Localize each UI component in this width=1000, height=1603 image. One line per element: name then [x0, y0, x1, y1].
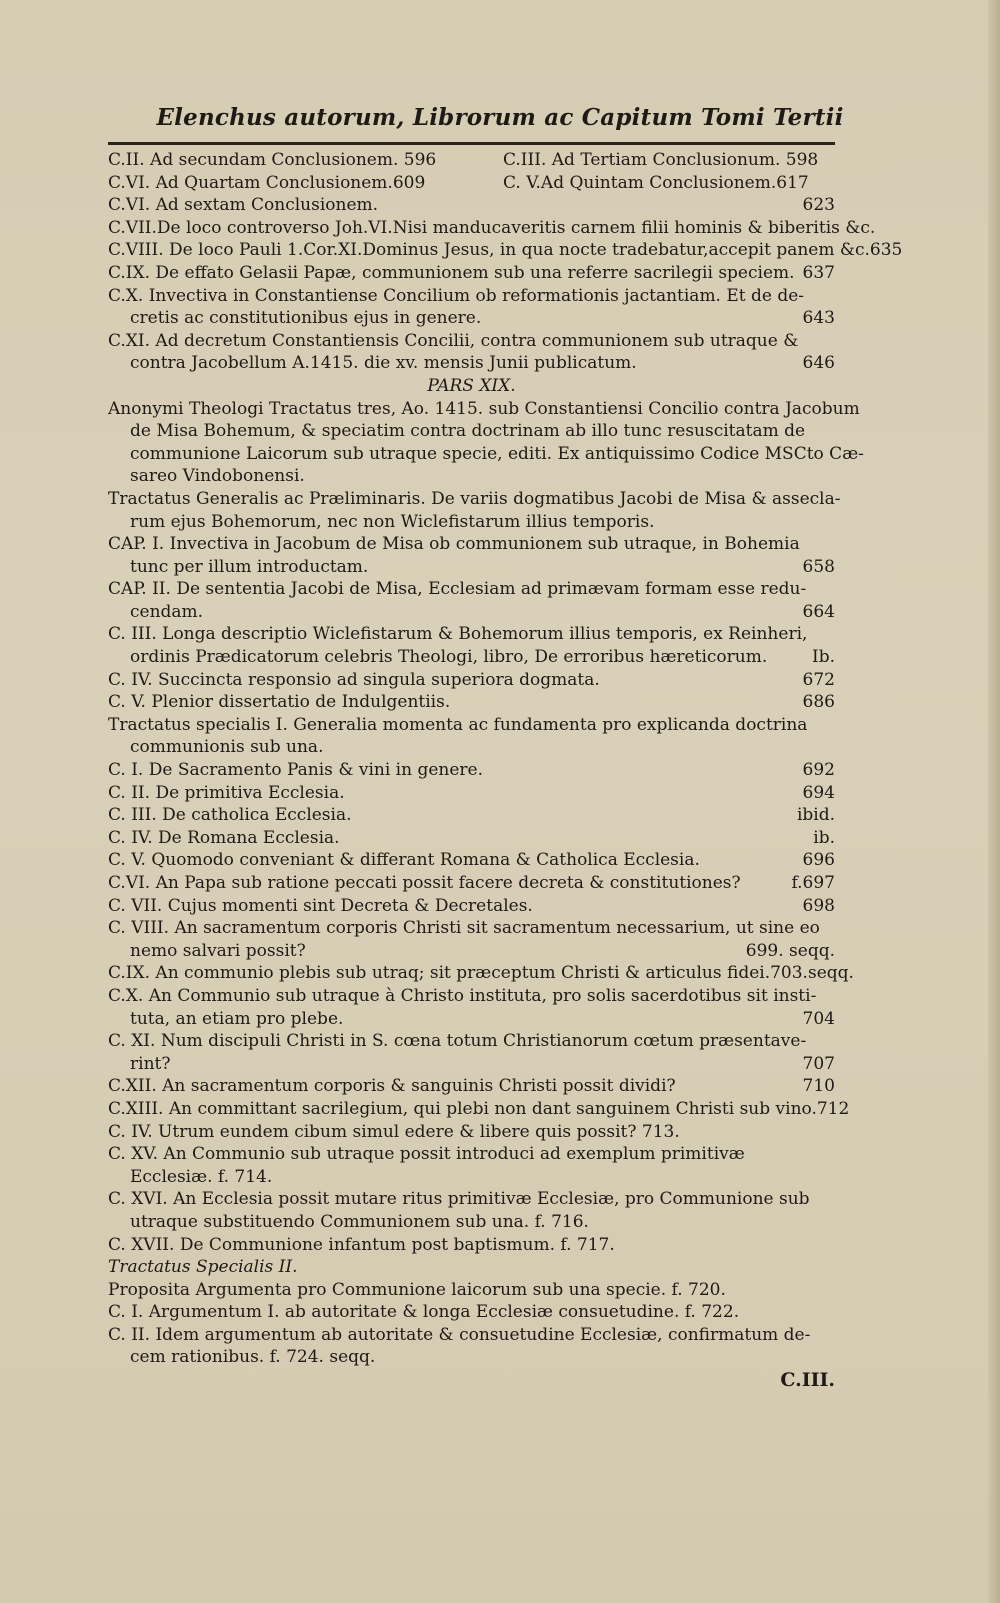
catchword: C.III.: [780, 1369, 835, 1392]
index-entry-text: cretis ac constitutionibus ejus in genere.: [130, 308, 482, 329]
index-line: [108, 962, 854, 985]
index-line: [108, 827, 835, 850]
page-number: 699. seqq.: [745, 940, 835, 961]
index-line: [108, 1301, 835, 1324]
index-entry-text: Tractatus Generalis ac Præliminaris. De variis dogmatibus Jacobi de Misa & asseclа-: [108, 488, 841, 509]
page-number: 686: [802, 692, 835, 713]
page-number: Ib.: [811, 647, 835, 668]
index-line: [108, 172, 835, 195]
page-number: ib.: [813, 827, 835, 848]
index-line: [108, 398, 860, 421]
index-entry-text: C.X. An Communio sub utraque à Christo instituta, pro solis sacerdotibus sit insti-: [108, 985, 817, 1006]
index-line: [108, 1030, 835, 1053]
index-line: [108, 1256, 835, 1279]
index-entry-text: C.IX. De effato Gelasii Papæ, communionem sub una referre sacrilegii speciem.: [108, 262, 795, 283]
index-entry-right: C. V.Ad Quintam Conclusionem.617: [503, 172, 809, 193]
index-entry-text: Ecclesiæ. f. 714.: [130, 1166, 273, 1187]
running-head: Elenchus autorum, Librorum ac Capitum Tomi Tertii: [156, 104, 844, 131]
index-line: [108, 285, 835, 308]
index-entry-text: C. IV. Succincta responsio ad singula superiora dogmata.: [108, 669, 600, 690]
index-entry-left: C.VI. Ad Quartam Conclusionem.609: [108, 172, 426, 193]
page-number: 710: [802, 1076, 835, 1097]
index-line: [108, 1324, 835, 1347]
index-line: [108, 601, 835, 624]
index-line: [108, 375, 835, 398]
index-entry-text: C. XVII. De Communione infantum post baptismum. f. 717.: [108, 1234, 615, 1255]
index-line: [108, 443, 864, 466]
index-line: [108, 1346, 835, 1369]
index-entry-text: cendam.: [130, 601, 204, 622]
index-line: [108, 1211, 835, 1234]
index-line: [108, 352, 835, 375]
index-entry-text: CAP. II. De sententia Jacobi de Misa, Ecclesiam ad primævam formam esse redu-: [108, 579, 807, 600]
index-entry-text: rint?: [130, 1053, 171, 1074]
index-line: [108, 262, 835, 285]
index-entry-text: Tractatus specialis I. Generalia momenta ac fundamenta pro explicanda doctrina: [108, 714, 808, 735]
section-heading: PARS XIX.: [427, 375, 516, 396]
index-entry-text: C.XIII. An committant sacrilegium, qui plebi non dant sanguinem Christi sub vino.712: [108, 1098, 850, 1119]
index-line: [108, 759, 835, 782]
index-line: [108, 849, 835, 872]
page-number: 637: [802, 262, 835, 283]
index-entry-text: C. I. De Sacramento Panis & vini in genere.: [108, 760, 484, 781]
index-entry-text: C. IV. Utrum eundem cibum simul edere & libere quis possit? 713.: [108, 1121, 680, 1142]
index-line: [108, 1143, 835, 1166]
index-entry-text: C. VIII. An sacramentum corporis Christi sit sacramentum necessarium, ut sine eo: [108, 918, 820, 939]
index-entry-text: Tractatus Specialis II.: [108, 1257, 298, 1278]
index-entry-text: C. XVI. An Ecclesia possit mutare ritus primitivæ Ecclesiæ, pro Communione sub: [108, 1189, 810, 1210]
page-number: 646: [802, 353, 835, 374]
page-number: 694: [802, 782, 835, 803]
index-entry-text: sareo Vindobonensi.: [130, 466, 305, 487]
index-entry-text: Anonymi Theologi Tractatus tres, Ao. 1415. sub Constantiensi Concilio contra Jacobum: [108, 398, 860, 419]
index-line: [108, 646, 835, 669]
index-entry-text: C.VI. An Papa sub ratione peccati possit facere decreta & constitutiones?: [108, 873, 741, 893]
index-line: [108, 533, 835, 556]
index-entry-text: C.IX. An communio plebis sub utraq; sit præceptum Christi & articulus fidei.703.seqq.: [108, 963, 854, 984]
index-line: [108, 420, 835, 443]
index-line: [108, 804, 835, 827]
index-line: [108, 1166, 835, 1189]
index-line: [108, 782, 835, 805]
index-entry-left: C.II. Ad secundam Conclusionem. 596: [108, 150, 437, 170]
index-entry-right: C.III. Ad Tertiam Conclusionum. 598: [503, 150, 819, 170]
index-entry-text: rum ejus Bohemorum, nec non Wiclefistarum illius temporis.: [130, 511, 655, 532]
index-line: [108, 307, 835, 330]
index-entry-text: tunc per illum introductam.: [130, 556, 369, 577]
page-number: 704: [802, 1008, 835, 1029]
index-line: [108, 488, 841, 511]
index-line: [108, 691, 835, 714]
index-line: [108, 736, 835, 759]
index-line: [108, 1008, 835, 1031]
index-entry-text: CAP. I. Invectiva in Jacobum de Misa ob communionem sub utraque, in Bohemia: [108, 534, 800, 555]
index-entry-text: C.VIII. De loco Pauli 1.Cor.XI.Dominus Jesus, in qua nocte tradebatur,accepit panem &c.635: [108, 240, 903, 261]
page-number: 623: [802, 195, 835, 216]
index-entry-text: C. V. Plenior dissertatio de Indulgentiis.: [108, 692, 451, 713]
index-entry-text: C. II. Idem argumentum ab autoritate & consuetudine Ecclesiæ, confirmatum de-: [108, 1324, 811, 1345]
page-number: 692: [802, 760, 835, 781]
index-line: [108, 1188, 835, 1211]
index-entry-text: C.XI. Ad decretum Constantiensis Concilii, contra communionem sub utraque &: [108, 330, 799, 351]
page-number: 696: [802, 850, 835, 871]
index-entry-text: C.XII. An sacramentum corporis & sanguinis Christi possit dividi?: [108, 1076, 676, 1097]
index-line: [108, 895, 835, 918]
index-entry-text: C.X. Invectiva in Constantiense Concilium ob reformationis jactantiam. Et de de-: [108, 285, 805, 306]
index-line: [108, 511, 835, 534]
index-entry-text: C. XI. Num discipuli Christi in S. cœna totum Christianorum cœtum præsentave-: [108, 1031, 807, 1052]
index-line: [108, 872, 835, 895]
index-line: [108, 194, 835, 217]
index-line: [108, 217, 876, 240]
index-entry-text: tuta, an etiam pro plebe.: [130, 1008, 344, 1029]
index-entry-text: contra Jacobellum A.1415. die xv. mensis Junii publicatum.: [130, 353, 637, 374]
index-line: [108, 1279, 835, 1302]
page-number: f.697: [791, 873, 835, 893]
index-line: [108, 578, 835, 601]
index-entry-text: C. III. De catholica Ecclesia.: [108, 805, 352, 826]
index-line: [108, 556, 835, 579]
page-number: ibid.: [796, 805, 835, 826]
index-entry-text: utraque substituendo Communionem sub una. f. 716.: [130, 1211, 589, 1232]
index-line: [108, 669, 835, 692]
index-entry-text: de Misa Bohemum, & speciatim contra doctrinam ab illo tunc resuscitatam de: [130, 421, 806, 442]
page-number: 664: [802, 601, 835, 622]
index-entry-text: cem rationibus. f. 724. seqq.: [130, 1347, 376, 1368]
index-line: [108, 465, 835, 488]
page-edge: [988, 0, 1000, 1603]
index-entry-text: C. III. Longa descriptio Wiclefistarum & Bohemorum illius temporis, ex Reinheri,: [108, 624, 808, 645]
index-line: [108, 623, 835, 646]
index-entry-text: C. II. De primitiva Ecclesia.: [108, 782, 345, 803]
index-line: [108, 714, 835, 737]
index-line: [108, 149, 835, 172]
index-entry-text: ordinis Prædicatorum celebris Theologi, libro, De erroribus hæreticorum.: [130, 647, 768, 668]
index-entry-text: C. VII. Cujus momenti sint Decreta & Decretales.: [108, 895, 533, 916]
index-entry-text: communionis sub una.: [130, 737, 324, 758]
index-entry-text: Proposita Argumenta pro Communione laicorum sub una specie. f. 720.: [108, 1279, 726, 1300]
page-number: 658: [802, 556, 835, 577]
index-line: [108, 940, 835, 963]
index-entry-text: C. IV. De Romana Ecclesia.: [108, 827, 340, 848]
page-number: 672: [802, 669, 835, 690]
index-line: [108, 917, 835, 940]
index-entry-text: C. I. Argumentum I. ab autoritate & longa Ecclesiæ consuetudine. f. 722.: [108, 1302, 740, 1323]
index-line: [108, 239, 903, 262]
index-line: [108, 1121, 835, 1144]
index-entry-text: communione Laicorum sub utraque specie, editi. Ex antiquissimo Codice MSCto Cæ-: [130, 443, 864, 464]
catchword-line: [108, 1369, 835, 1392]
index-entry-text: C. XV. An Communio sub utraque possit introduci ad exemplum primitivæ: [108, 1144, 745, 1165]
page-number: 707: [802, 1053, 835, 1074]
index-entry-text: C.VI. Ad sextam Conclusionem.: [108, 195, 379, 216]
page-number: 698: [802, 895, 835, 916]
index-entry-text: C.VII.De loco controverso Joh.VI.Nisi manducaveritis carnem filii hominis & biberitis &c.: [108, 217, 876, 238]
index-line: [108, 985, 835, 1008]
index-line: [108, 1075, 835, 1098]
index-line: [108, 1098, 850, 1121]
header-rule: [108, 142, 835, 145]
index-entry-text: nemo salvari possit?: [130, 940, 306, 961]
index-content: [108, 149, 903, 1392]
index-line: [108, 330, 835, 353]
index-line: [108, 1234, 835, 1257]
index-entry-text: C. V. Quomodo conveniant & differant Romana & Catholica Ecclesia.: [108, 850, 700, 871]
index-line: [108, 1053, 835, 1076]
page-number: 643: [802, 308, 835, 329]
